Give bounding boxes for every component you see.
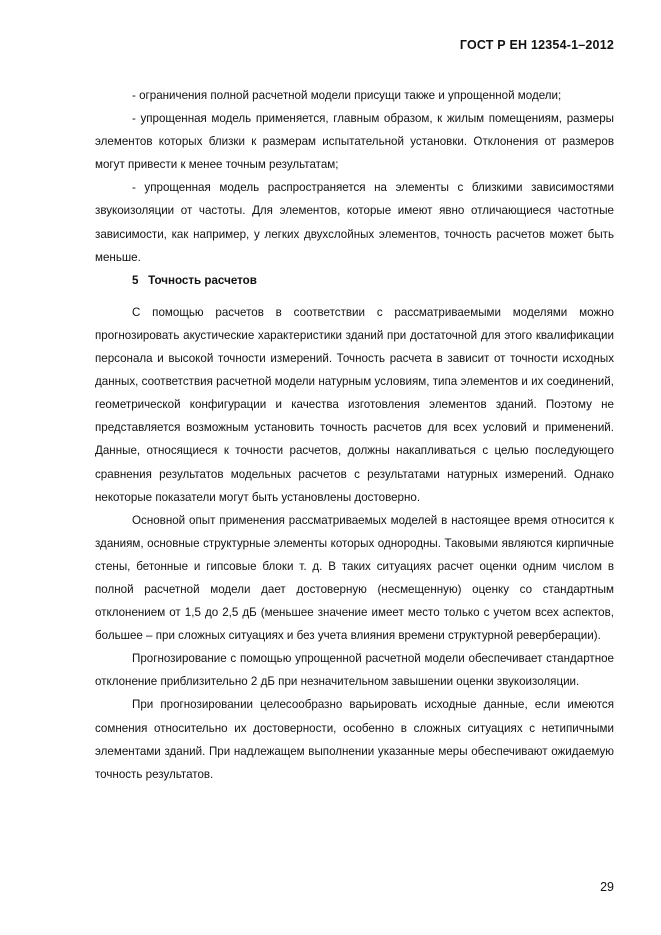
page-content bbox=[95, 84, 614, 786]
document-header: ГОСТ Р ЕН 12354-1–2012 bbox=[459, 38, 614, 52]
page-number: 29 bbox=[600, 880, 614, 894]
list-item: - ограничения полной расчетной модели присущи также и упрощенной модели; bbox=[132, 89, 562, 102]
section-number: 5 bbox=[132, 273, 139, 287]
paragraph: С помощью расчетов в соответствии с рассматриваемыми моделями можно прогнозировать акустические характеристики зданий при достаточной для этого квалификации персонала и высокой точности измерений. Точность расчета в зависит от точности исходных данных, соответствия расчетной модели натурным условиям, типа элементов и их соединений, геометрической конфигурации и качества изготовления элементов зданий. Поэтому не представляется возможным установить точность расчетов для всех условий и применений. Данные, относящиеся к точности расчетов, должны накапливаться с целью последующего сравнения результатов модельных расчетов с результатами натурных измерений. Однако некоторые показатели могут быть установлены достоверно. bbox=[95, 305, 614, 504]
spacer bbox=[95, 292, 614, 301]
paragraph: Основной опыт применения рассматриваемых моделей в настоящее время относится к зданиям, основные структурные элементы которых однородны. Таковыми являются кирпичные стены, бетонные и гипсовые блоки т. д. В таких ситуациях расчет оценки одним числом в полной расчетной модели дает достоверную (несмещенную) оценку со стандартным отклонением от 1,5 до 2,5 дБ (меньшее значение имеет место только с учетом всех аспектов, большее – при сложных ситуациях и без учета влияния времени структурной реверберации). bbox=[95, 513, 614, 643]
section-heading bbox=[95, 269, 614, 292]
list-item: - упрощенная модель распространяется на элементы с близкими зависимостями звукоизоляции от частоты. Для элементов, которые имеют явно отличающиеся частотные зависимости, как например, у легких двухслойных элементов, точность расчетов может быть меньше. bbox=[95, 181, 614, 264]
paragraph: При прогнозировании целесообразно варьировать исходные данные, если имеются сомнения относительно их достоверности, особенно в сложных ситуациях с нетипичными элементами зданий. При надлежащем выполнении указанные меры обеспечивают ожидаемую точность результатов. bbox=[95, 698, 614, 781]
list-item: - упрощенная модель применяется, главным образом, к жилым помещениям, размеры элементов которых близки к размерам испытательной установки. Отклонения от размеров могут привести к менее точным результатам; bbox=[95, 112, 614, 172]
paragraph: Прогнозирование с помощью упрощенной расчетной модели обеспечивает стандартное отклонение приблизительно 2 дБ при незначительном завышении оценки звукоизоляции. bbox=[95, 652, 614, 689]
section-title: Точность расчетов bbox=[148, 273, 257, 287]
